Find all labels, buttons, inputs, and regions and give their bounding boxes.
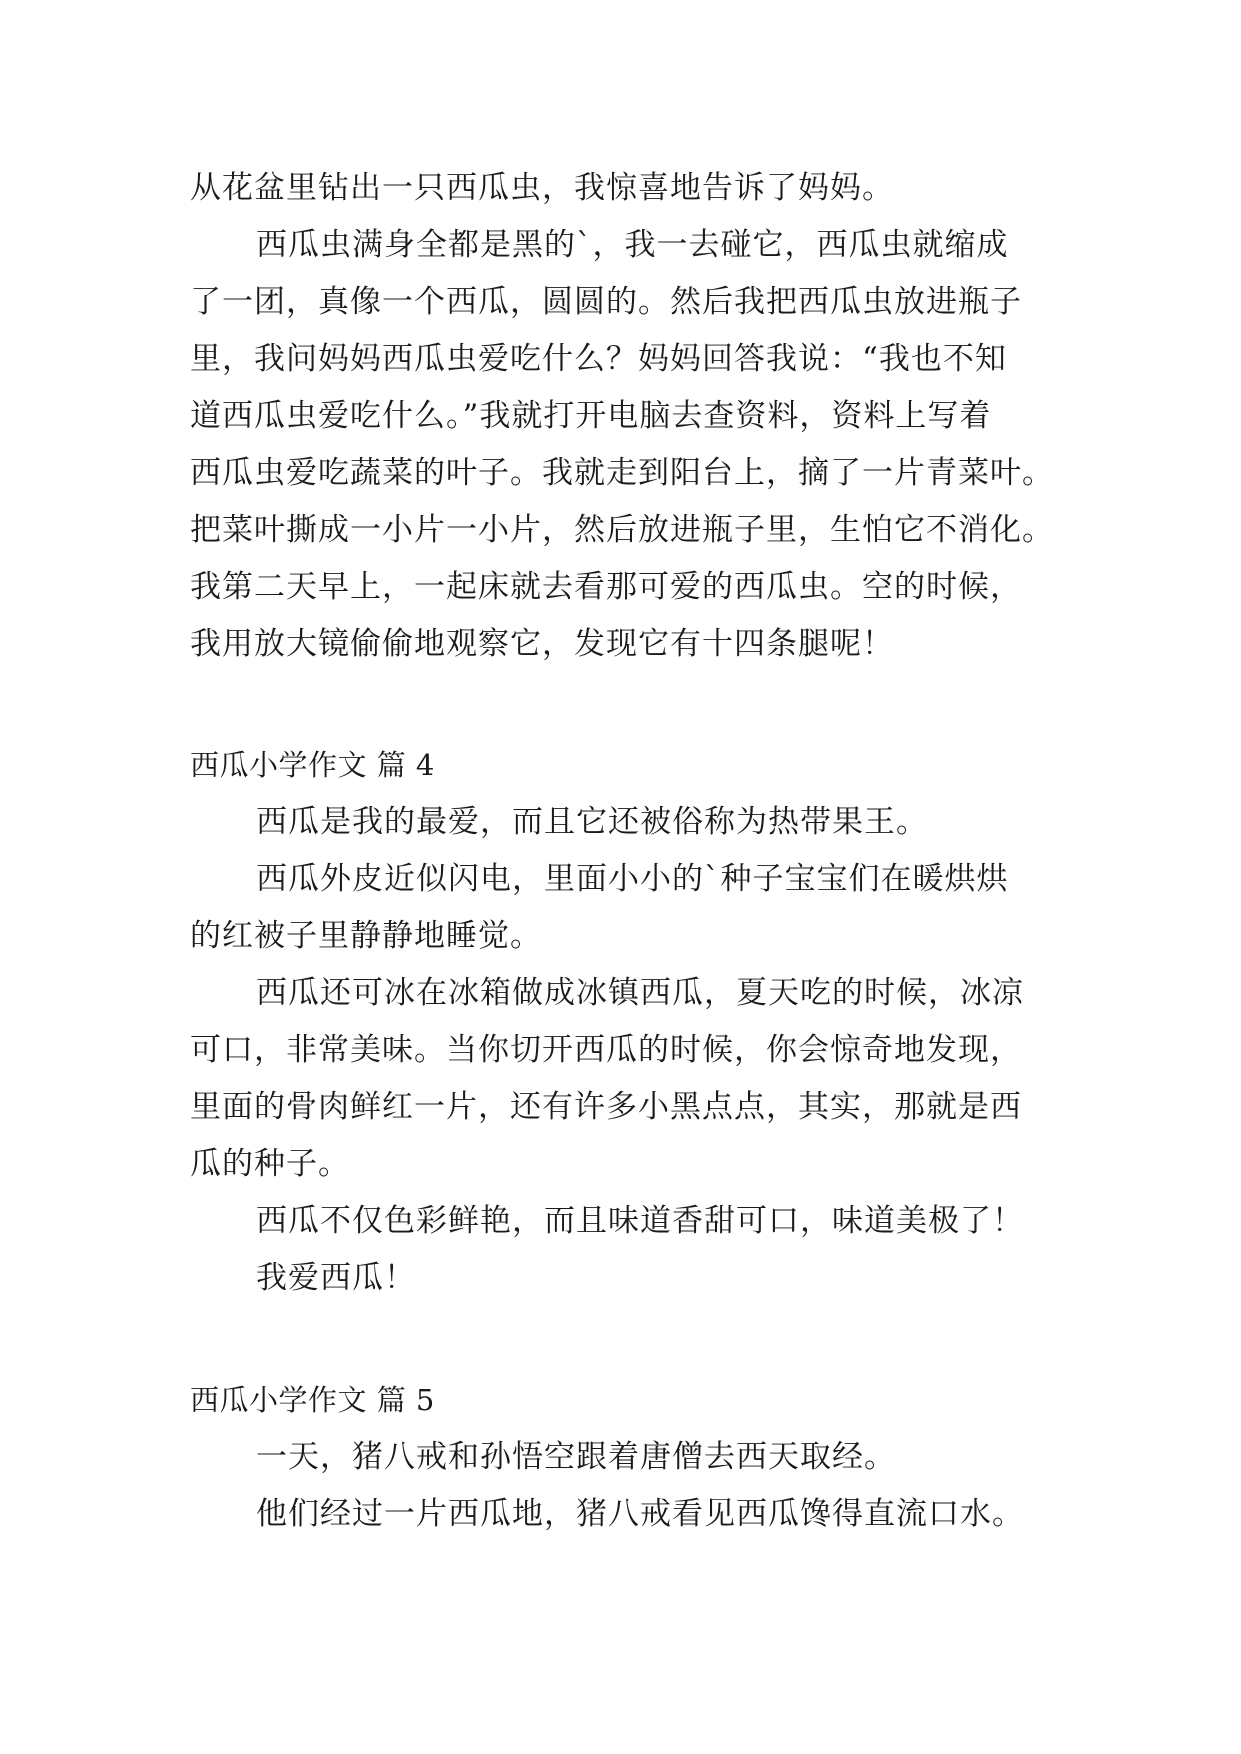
paragraph-line: 道西瓜虫爱吃什么。”我就打开电脑去查资料，资料上写着: [190, 398, 992, 434]
paragraph-line: 里面的骨肉鲜红一片，还有许多小黑点点，其实，那就是西: [190, 1089, 1022, 1125]
paragraph-line: 西瓜外皮近似闪电，里面小小的`种子宝宝们在暖烘烘: [256, 861, 1009, 897]
paragraph-line: 西瓜不仅色彩鲜艳，而且味道香甜可口，味道美极了！: [256, 1203, 1024, 1239]
paragraph-line: 西瓜是我的最爱，而且它还被俗称为热带果王。: [256, 804, 928, 840]
paragraph-line: 西瓜还可冰在冰箱做成冰镇西瓜，夏天吃的时候，冰凉: [256, 975, 1024, 1011]
paragraph-line: 从花盆里钻出一只西瓜虫，我惊喜地告诉了妈妈。: [190, 170, 894, 206]
paragraph-line: 了一团，真像一个西瓜，圆圆的。然后我把西瓜虫放进瓶子: [190, 284, 1022, 320]
paragraph-line: 西瓜虫爱吃蔬菜的叶子。我就走到阳台上，摘了一片青菜叶。: [190, 455, 1054, 491]
paragraph-line: 他们经过一片西瓜地，猪八戒看见西瓜馋得直流口水。: [256, 1496, 1024, 1532]
paragraph-line: 可口，非常美味。当你切开西瓜的时候，你会惊奇地发现，: [190, 1032, 1022, 1068]
paragraph-line: 把菜叶撕成一小片一小片，然后放进瓶子里，生怕它不消化。: [190, 512, 1054, 548]
paragraph-line: 瓜的种子。: [190, 1146, 350, 1182]
section-heading: 西瓜小学作文 篇 5: [190, 1383, 435, 1417]
section-heading: 西瓜小学作文 篇 4: [190, 748, 435, 782]
paragraph-line: 的红被子里静静地睡觉。: [190, 918, 542, 954]
paragraph-line: 我第二天早上，一起床就去看那可爱的西瓜虫。空的时候，: [190, 569, 1022, 605]
paragraph-line: 我用放大镜偷偷地观察它，发现它有十四条腿呢！: [190, 626, 894, 662]
paragraph-line: 里，我问妈妈西瓜虫爱吃什么？妈妈回答我说：“我也不知: [190, 341, 1007, 377]
paragraph-line: 西瓜虫满身全都是黑的`，我一去碰它，西瓜虫就缩成: [256, 227, 1009, 263]
paragraph-line: 我爱西瓜！: [256, 1260, 416, 1296]
paragraph-line: 一天，猪八戒和孙悟空跟着唐僧去西天取经。: [256, 1439, 896, 1475]
